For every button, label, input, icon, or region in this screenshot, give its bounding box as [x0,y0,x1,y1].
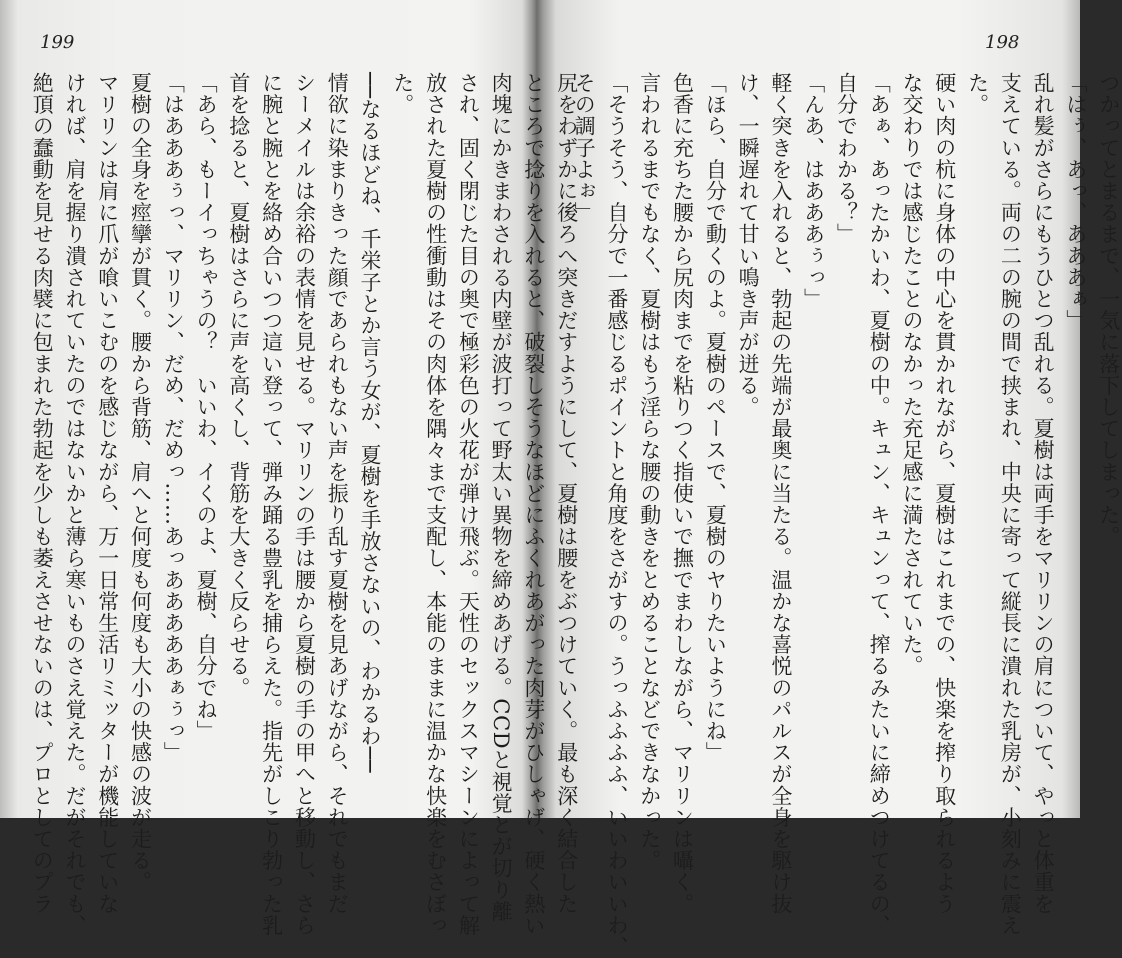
text-line: に腕と腕とを絡め合いつつ這い登って、弾み踊る豊乳を捕らえた。指先がしこり勃った乳 [259,72,284,936]
text-line: 「はあああぅっ、マリリン、だめ、だめっ……あっあああああぁぅっ」 [161,72,186,764]
text-line: 「そうそう、自分で一番感じるポイントと角度をさがすの。うっふふふふ、いいわいいわ、 [604,72,629,958]
text-line: 支えている。両の二の腕の間で挟まれ、中央に寄って縦長に潰れた乳房が、小刻みに震え [998,72,1023,936]
text-line: シーメイルは余裕の表情を見せる。マリリンの手は腰から夏樹の手の甲へと移動し、さら [292,72,317,936]
text-line: 「ほら、自分で動くのよ。夏樹のペースで、夏樹のヤりたいようにね」 [703,72,728,764]
text-line: その調子よぉ」 [572,72,597,224]
text-line: 「あら、もーイっちゃうの？ いいわ、イくのよ、夏樹、自分でね」 [194,72,219,742]
text-body [28,72,580,936]
page-number: 198 [985,32,1020,53]
text-line: され、固く閉じた目の奥で極彩色の火花が弾け飛ぶ。天性のセックスマシーンによって解 [456,72,481,936]
text-line: 言われるまでもなく、夏樹はもう淫らな腰の動きをとめることなどできなかった。 [637,72,662,872]
text-line: 軽く突きを入れると、勃起の先端が最奥に当たる。温かな喜悦のパルスが全身を駆け抜 [768,72,793,915]
text-line: ところで捻りを入れると、破裂しそうなほどにふくれあがった肉芽がひしゃげ、硬く熱い [521,72,546,936]
text-line: 尻をわずかに後ろへ突きだすようにして、夏樹は腰をぶつけていく。最も深く結合した [554,72,579,915]
text-line: 色香に充ちた腰から尻肉までを粘りつく指使いで撫でまわしながら、マリリンは囁く。 [670,72,695,915]
text-line: つかってとまるまで、一気に落下してしまった。 [1096,72,1121,548]
text-line: 肉塊にかきまわされる内壁が波打って野太い異物を締めあげる。CCDと視覚とが切り離 [489,72,514,922]
text-line: 自分でわかる？」 [834,72,859,245]
text-line: ければ、肩を握り潰されていたのではないかと薄ら寒いものさえ覚えた。だがそれでも、 [62,72,87,936]
text-line: 情欲に染まりきった顔であられもない声を振り乱す夏樹を見あげながら、それでもまだ [325,72,350,915]
text-line: ──なるほどね、千栄子とか言う女が、夏樹を手放さないの、わかるわ── [358,72,382,773]
right-page [540,0,1121,958]
text-line: 「あぁ、あったかいわ、夏樹の中。キュン、キュンって、搾るみたいに締めつけてるの、 [867,72,892,936]
text-line: け、一瞬遅れて甘い鳴き声が迸る。 [736,72,761,418]
text-line: た。 [390,72,415,116]
text-line: 絶頂の蠢動を見せる肉襞に包まれた勃起を少しも萎えさせないのは、プロとしてのプラ [30,72,55,915]
text-line: 夏樹の全身を痙攣が貫く。腰から背筋、肩へと何度も何度も大小の快感の波が走る。 [128,72,153,893]
text-body [570,72,1122,958]
text-line: マリリンは肩に爪が喰いこむのを感じながら、万一日常生活リミッターが機能していな [95,72,120,915]
page-number: 199 [40,32,75,53]
text-line: 「はぅ、あっ、あああぁ」 [1063,72,1088,332]
text-line: 首を捻ると、夏樹はさらに声を高くし、背筋を大きく反らせる。 [226,72,251,699]
text-line: た。 [965,72,990,116]
text-line: 放された夏樹の性衝動はその肉体を隅々まで支配し、本能のままに温かな快楽をむさぼっ [423,72,448,936]
text-line: 「んあ、はあああぅっ」 [801,72,826,310]
text-line: 乱れ髪がさらにもうひとつ乱れる。夏樹は両手をマリリンの肩について、やっと体重を [1031,72,1056,915]
text-line: な交わりでは感じたことのなかった充足感に満たされていた。 [900,72,924,677]
text-line: 硬い肉の杭に身体の中心を貫かれながら、夏樹はこれまでの、快楽を搾り取られるよう [932,72,957,915]
